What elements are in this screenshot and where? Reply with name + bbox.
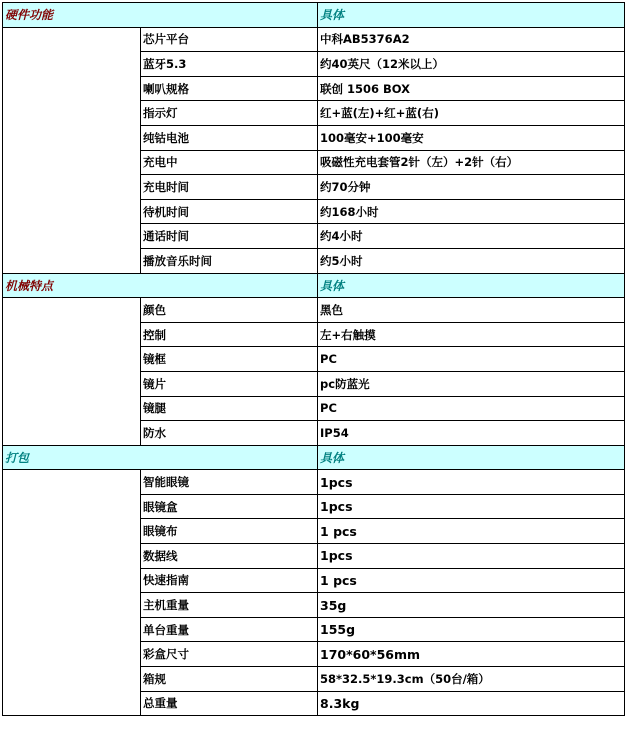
spec-label: 彩盒尺寸 bbox=[141, 642, 318, 667]
spec-value: 170*60*56mm bbox=[318, 642, 625, 667]
spec-label: 单台重量 bbox=[141, 617, 318, 642]
section-blank-cell bbox=[3, 470, 141, 716]
spec-value: 联创 1506 BOX bbox=[318, 76, 625, 101]
spec-label: 主机重量 bbox=[141, 593, 318, 618]
spec-value: pc防蓝光 bbox=[318, 371, 625, 396]
spec-label: 镜框 bbox=[141, 347, 318, 372]
spec-label: 箱规 bbox=[141, 667, 318, 692]
spec-label: 指示灯 bbox=[141, 101, 318, 126]
spec-label: 数据线 bbox=[141, 544, 318, 569]
spec-value: 1 pcs bbox=[318, 568, 625, 593]
spec-label: 眼镜布 bbox=[141, 519, 318, 544]
spec-value: 8.3kg bbox=[318, 691, 625, 716]
section-subheader: 具体 bbox=[318, 3, 625, 28]
spec-label: 总重量 bbox=[141, 691, 318, 716]
spec-label: 镜片 bbox=[141, 371, 318, 396]
section-header-row bbox=[3, 3, 625, 28]
spec-label: 眼镜盒 bbox=[141, 494, 318, 519]
spec-value: 1pcs bbox=[318, 494, 625, 519]
section-blank-cell bbox=[3, 298, 141, 446]
spec-label: 颜色 bbox=[141, 298, 318, 323]
spec-value: 中科AB5376A2 bbox=[318, 27, 625, 52]
spec-value: 1pcs bbox=[318, 544, 625, 569]
spec-value: 100毫安+100毫安 bbox=[318, 125, 625, 150]
section-title: 打包 bbox=[3, 445, 318, 470]
spec-label: 智能眼镜 bbox=[141, 470, 318, 495]
spec-value: 58*32.5*19.3cm（50台/箱） bbox=[318, 667, 625, 692]
spec-label: 待机时间 bbox=[141, 199, 318, 224]
spec-value: 黑色 bbox=[318, 298, 625, 323]
section-header-row bbox=[3, 273, 625, 298]
spec-value: 左+右触摸 bbox=[318, 322, 625, 347]
table-row bbox=[3, 27, 625, 52]
spec-label: 芯片平台 bbox=[141, 27, 318, 52]
table-row bbox=[3, 298, 625, 323]
spec-label: 防水 bbox=[141, 421, 318, 446]
spec-label: 喇叭规格 bbox=[141, 76, 318, 101]
section-blank-cell bbox=[3, 27, 141, 273]
spec-label: 镜腿 bbox=[141, 396, 318, 421]
spec-label: 通话时间 bbox=[141, 224, 318, 249]
spec-value: 红+蓝(左)+红+蓝(右) bbox=[318, 101, 625, 126]
spec-value: 约40英尺（12米以上） bbox=[318, 52, 625, 77]
spec-value: 约5小时 bbox=[318, 248, 625, 273]
spec-table bbox=[2, 2, 625, 716]
spec-value: 1pcs bbox=[318, 470, 625, 495]
section-title: 硬件功能 bbox=[3, 3, 318, 28]
spec-label: 充电时间 bbox=[141, 175, 318, 200]
spec-value: 约70分钟 bbox=[318, 175, 625, 200]
spec-value: PC bbox=[318, 347, 625, 372]
spec-value: PC bbox=[318, 396, 625, 421]
spec-label: 播放音乐时间 bbox=[141, 248, 318, 273]
section-subheader: 具体 bbox=[318, 273, 625, 298]
spec-label: 蓝牙5.3 bbox=[141, 52, 318, 77]
spec-value: 35g bbox=[318, 593, 625, 618]
spec-label: 充电中 bbox=[141, 150, 318, 175]
spec-label: 快速指南 bbox=[141, 568, 318, 593]
section-header-row bbox=[3, 445, 625, 470]
section-title: 机械特点 bbox=[3, 273, 318, 298]
spec-value: 约168小时 bbox=[318, 199, 625, 224]
table-row bbox=[3, 470, 625, 495]
spec-value: 1 pcs bbox=[318, 519, 625, 544]
spec-label: 控制 bbox=[141, 322, 318, 347]
spec-value: 155g bbox=[318, 617, 625, 642]
spec-value: IP54 bbox=[318, 421, 625, 446]
section-subheader: 具体 bbox=[318, 445, 625, 470]
spec-value: 约4小时 bbox=[318, 224, 625, 249]
spec-label: 纯钴电池 bbox=[141, 125, 318, 150]
spec-value: 吸磁性充电套管2针（左）+2针（右） bbox=[318, 150, 625, 175]
